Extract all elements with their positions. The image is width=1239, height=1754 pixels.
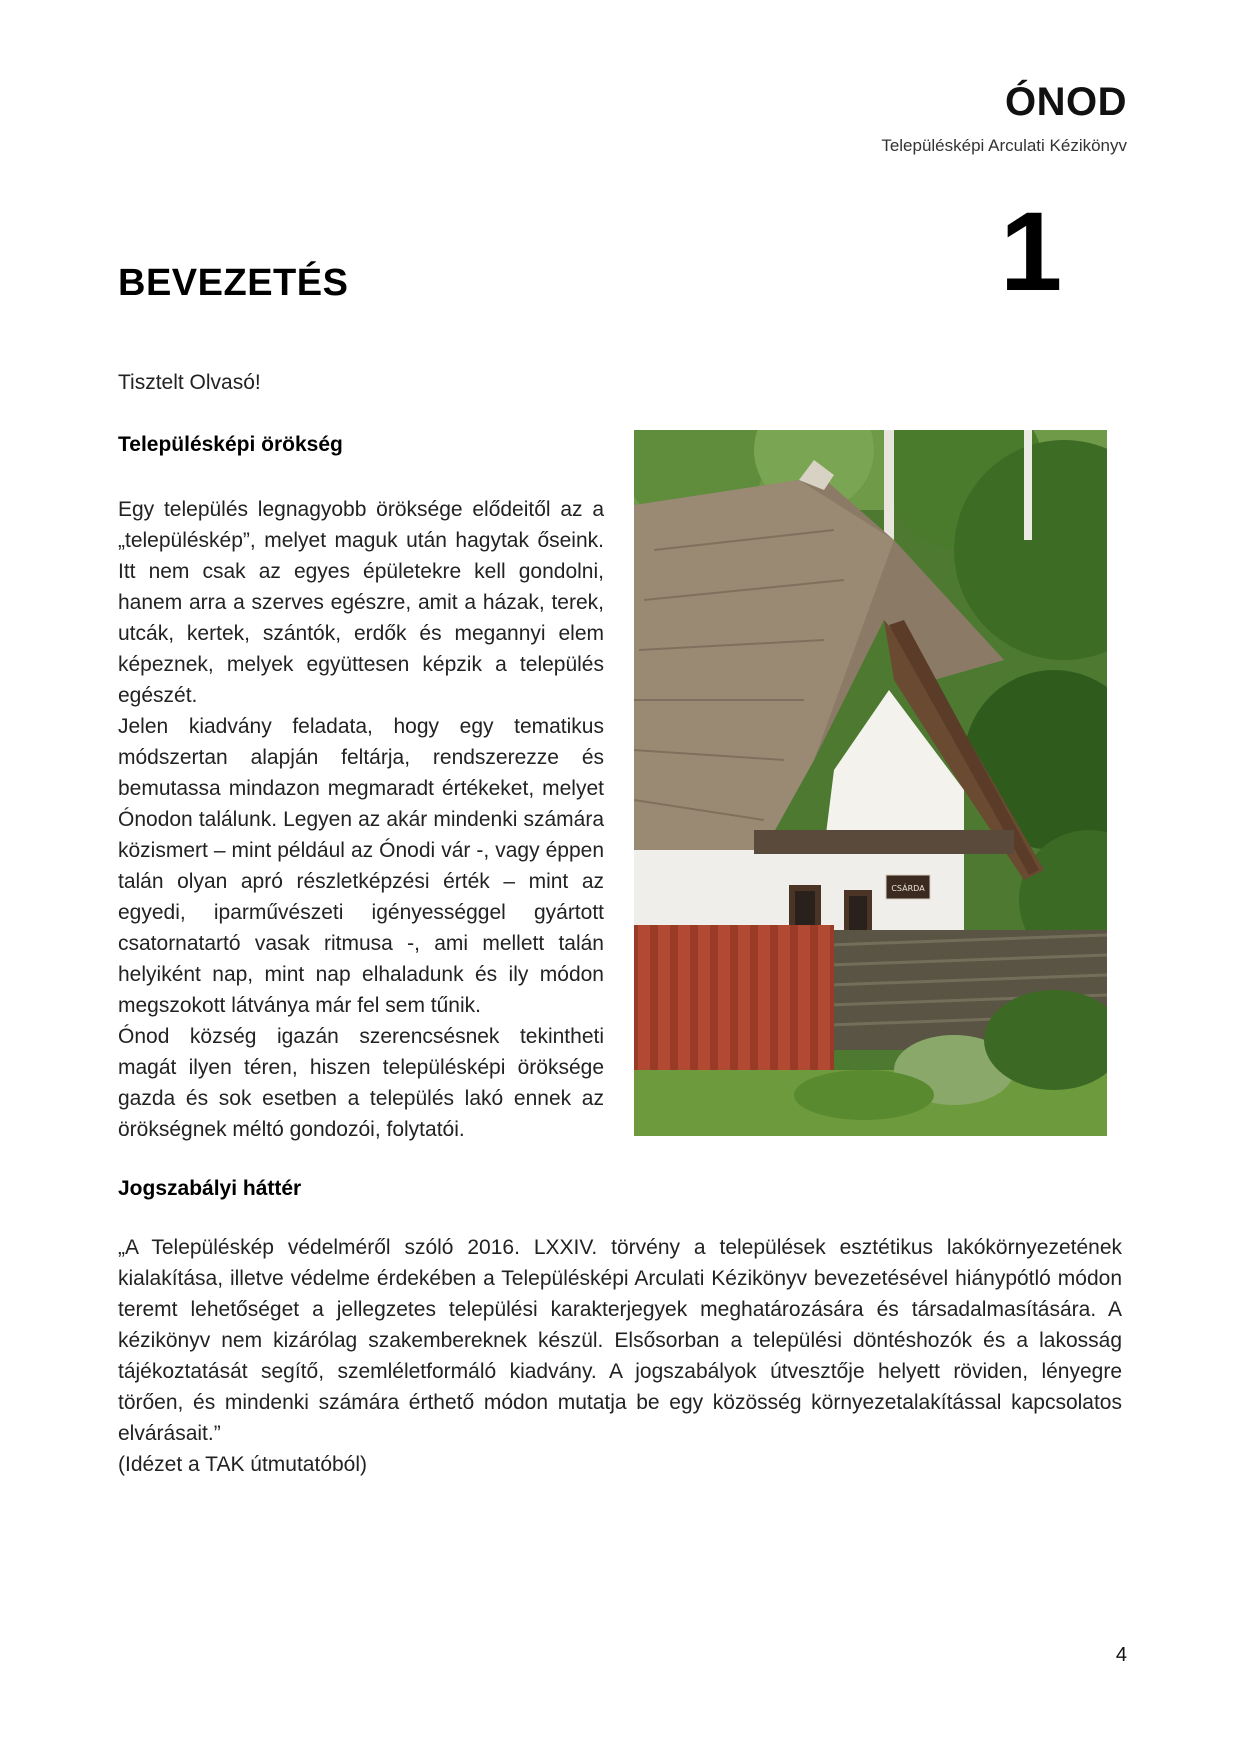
chapter-number: 1	[1000, 189, 1063, 314]
house-sign-text: CSÁRDA	[891, 884, 925, 893]
legal-quote: „A Településkép védelméről szóló 2016. LXXIV. törvény a települések esztétikus lakókörnyezetének kialakítása, illetve védelme érdekében a Településképi Arculati Kézikönyv bevezetésével hiánypótló módon teremt lehetőséget a jellegzetes települési karakterjegyek meghatározására és társadalmasítására. A kézikönyv nem kizárólag szakembereknek készül. Elsősorban a települési döntéshozók és a lakosság tájékoztatását segítő, szemléletformáló kiadvány. A jogszabályok útvesztője helyett röviden, lényegre törően, és mindenki számára érthető módon mutatja be egy közösség környezetalakítással kapcsolatos elvárásait.”	[118, 1236, 1122, 1445]
intro-paragraph: Jelen kiadvány feladata, hogy egy tematikus módszertan alapján feltárja, rendszerezze és bemutassa mindazon megmaradt értékeket, melyet Ónodon találunk. Legyen az akár mindenki számára közismert – mint például az Ónodi vár -, vagy éppen talán olyan apró részletképzési érték – mint az egyedi, iparművészeti igényességgel gyártott csatornatartó vasak ritmusa -, ami mellett talán helyiként nap, mint nap elhaladunk és ily módon megszokott látványa már fel sem tűnik.	[118, 715, 604, 1017]
intro-text	[118, 494, 604, 1145]
page-number: 4	[1115, 1644, 1127, 1666]
section-heading-heritage: Településképi örökség	[118, 433, 343, 456]
thatched-house-photo	[634, 430, 1107, 1136]
header-subtitle: Településképi Arculati Kézikönyv	[881, 136, 1127, 155]
intro-paragraph: Ónod község igazán szerencsésnek tekintheti magát ilyen téren, hiszen településképi öröksége gazda és sok esetben a település lakó ennek az örökségnek méltó gondozói, folytatói.	[118, 1025, 604, 1141]
intro-paragraph: Egy település legnagyobb öröksége elődeitől az a „településkép”, melyet maguk után hagytak őseink. Itt nem csak az egyes épületekre kell gondolni, hanem arra a szerves egészre, amit a házak, terek, utcák, kertek, szántók, erdők és megannyi elem képeznek, melyek együttesen képzik a település egészét.	[118, 498, 604, 707]
legal-quote-source: (Idézet a TAK útmutatóból)	[118, 1453, 368, 1476]
legal-text	[118, 1232, 1122, 1480]
header-title: ÓNOD	[1005, 80, 1127, 124]
greeting: Tisztelt Olvasó!	[118, 371, 261, 394]
chapter-title: BEVEZETÉS	[118, 262, 349, 304]
section-heading-legal: Jogszabályi háttér	[118, 1177, 302, 1200]
